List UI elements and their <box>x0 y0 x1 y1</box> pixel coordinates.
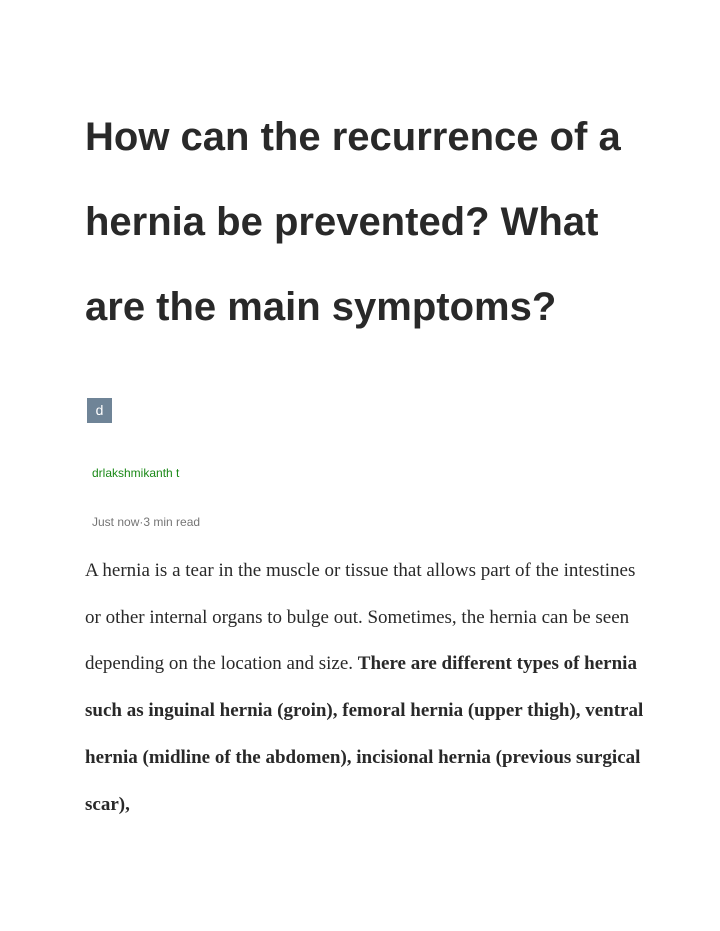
paragraph-plain-text: A hernia is a tear in the muscle or tissue that allows part of the intestines or other internal organs to bulge out. Sometimes, the hernia can be seen depending on the location and size. <box>85 560 636 675</box>
article-paragraph <box>85 548 645 828</box>
article-title: How can the recurrence of a hernia be prevented? What are the main symptoms? <box>85 115 621 329</box>
article-meta: Just now·3 min read <box>92 515 201 529</box>
paragraph-bold-text: There are different types of hernia such as inguinal hernia (groin), femoral hernia (upper thigh), ventral hernia (midline of the abdomen), incisional hernia (previous surgical scar), <box>85 653 644 815</box>
author-name-link[interactable]: drlakshmikanth t <box>92 466 180 480</box>
author-avatar[interactable]: d <box>87 398 112 423</box>
